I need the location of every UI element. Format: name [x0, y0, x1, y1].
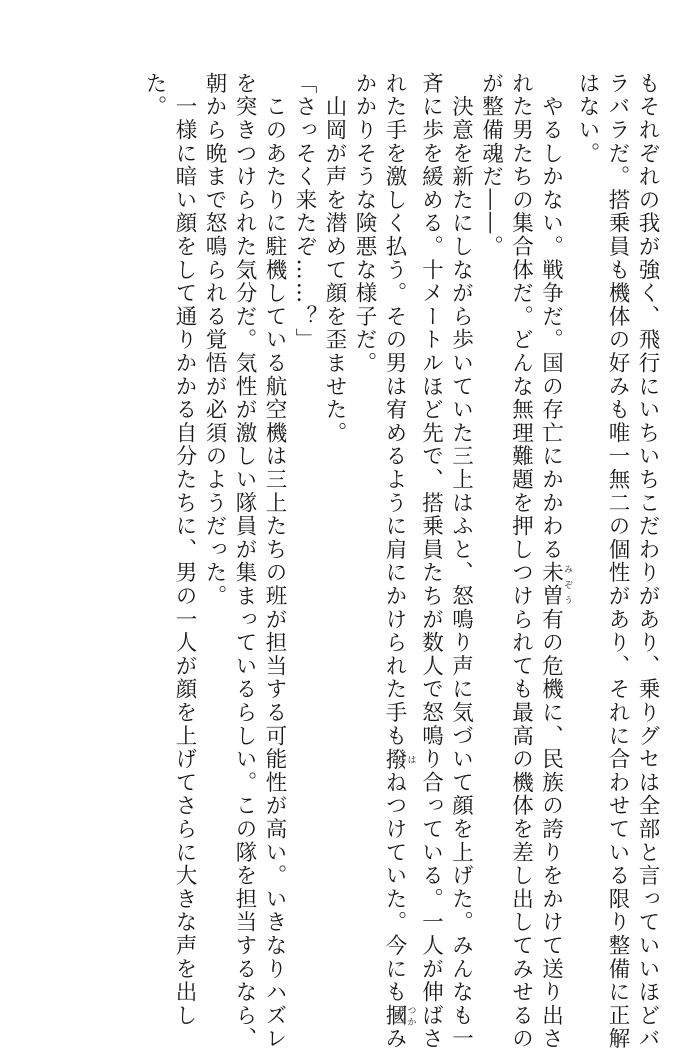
- text-segment: ねつけていた。今にも: [382, 771, 407, 1005]
- ruby-annotation: [538, 561, 572, 608]
- text-segment: やるしかない。戦争だ。国の存亡にかかわる: [538, 72, 564, 562]
- text-segment: 有の危機に、民族の誇りをかけて送り出さ: [538, 607, 564, 1051]
- text-line: このあたりに駐機している航空機は三上たちの班が担当する可能性が高い。いきなりハズレ: [262, 72, 287, 1051]
- ruby-base: 撥: [382, 747, 407, 772]
- text-line: 決意を新たにしながら歩いていた三上はふと、怒鳴り声に気づいて顔を上げた。みんなも一: [448, 72, 474, 1051]
- text-segment: れた手を激しく払う。その男は宥めるように肩にかけられた手も: [382, 72, 407, 748]
- text-line: かかりそうな険悪な様子だ。: [352, 72, 377, 375]
- ruby-reading: は: [405, 747, 416, 772]
- text-line: ラバラだ。搭乗員も機体の好みも唯一無二の個性があり、それに合わせている限り整備に正解: [605, 72, 630, 1051]
- text-line: [536, 72, 573, 1051]
- text-line: が整備魂だ――。: [478, 72, 504, 259]
- text-line: れた男たちの集合体だ。どんな無理難題を押しつけられても最高の機体を差し出してみせるの: [508, 72, 534, 1051]
- ruby-reading: つか: [405, 1004, 416, 1028]
- text-line: を突きつけられた気分だ。気性が激しい隊員が集まっているらしい。この隊を担当するなら、: [232, 72, 257, 1051]
- ruby-base: 摑: [382, 1004, 407, 1028]
- text-segment: み: [382, 1027, 407, 1051]
- vertical-text-body: [139, 72, 662, 1051]
- ruby-annotation: [382, 747, 416, 772]
- text-line: 斉に歩を緩める。十メートルほど先で、搭乗員たちが数人で怒鳴り合っている。一人が伸ばさ: [418, 72, 444, 1051]
- text-line: 朝から晩まで怒鳴られる覚悟が必須のようだった。: [202, 72, 227, 608]
- text-line: た。: [142, 72, 167, 119]
- ruby-base: 未曽: [538, 561, 564, 608]
- text-line: 一様に暗い顔をして通りかかる自分たちに、男の一人が顔を上げてさらに大きな声を出し: [172, 72, 197, 1028]
- text-line: はない。: [575, 72, 600, 166]
- ruby-reading: みぞう: [562, 561, 572, 608]
- text-line: 山岡が声を潜めて顔を歪ませた。: [322, 72, 347, 445]
- ruby-annotation: [382, 1004, 416, 1028]
- text-line: 「さっそく来たぞ……？」: [292, 72, 317, 352]
- text-line: もそれぞれの我が強く、飛行にいちいちこだわりがあり、乗りグセは全部と言っていいほどバ: [635, 72, 660, 1051]
- text-line: [379, 72, 416, 1051]
